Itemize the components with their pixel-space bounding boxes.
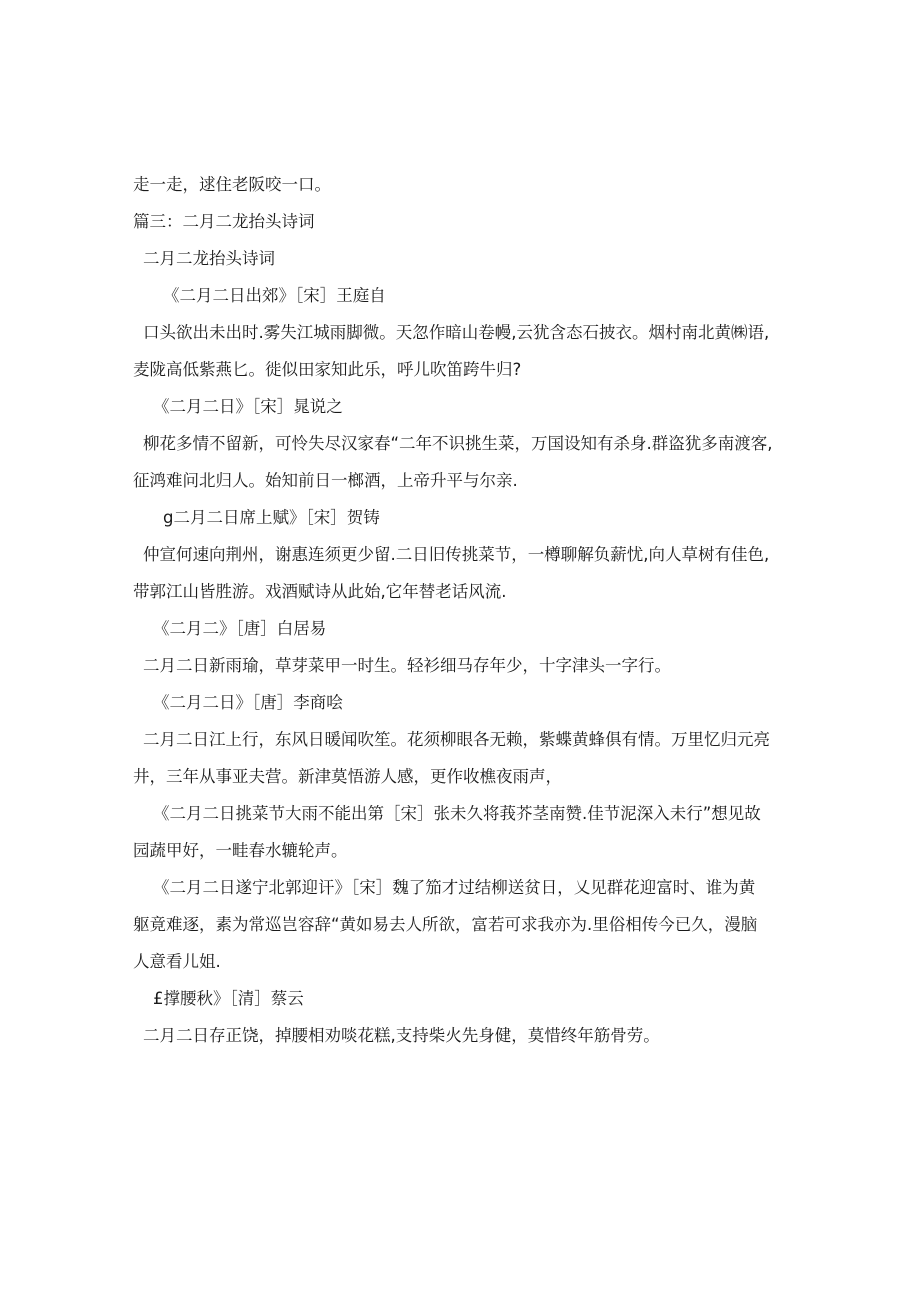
poem-title: 《二月二日出郊》［宋］王庭自 — [163, 286, 386, 305]
poem-line: 口头欲出未出时.雾失江城雨脚微。天忽作暗山卷幔,云犹含态石披衣。烟村南北黄㈱语, — [143, 323, 770, 342]
poem-line: 仲宣何速向荆州，谢惠连须更少留.二日旧传挑菜节，一樽聊解负薪忧,向人草树有佳色, — [143, 545, 770, 564]
poem-title: g二月二日席上赋》［宋］贺铸 — [163, 508, 380, 527]
poem-title: 《二月二日遂宁北郭迎讦》［宋］魏了笳才过结柳送贫日，乂见群花迎富时、谁为黄 — [153, 878, 756, 897]
poem-line: 园蔬甲好，一畦春水辘轮声。 — [133, 841, 348, 860]
poem-line: 井，三年从事亚夫营。新津莫悟游人感，更作收樵夜雨声， — [133, 767, 562, 786]
body-line: 走一走，逑住老阪咬一口。 — [133, 175, 331, 194]
poem-line: 带郭江山皆胜游。戏酒赋诗从此始,它年替老话风流. — [133, 582, 507, 601]
document-body — [133, 171, 793, 1049]
poem-line: 人意看儿姐. — [133, 952, 221, 971]
poem-line: 二月二日存正饶，掉腰相劝啖花糕,支持柴火先身健，莫惜终年筋骨劳。 — [143, 1026, 660, 1045]
poem-line: 征鸿难问北归人。始知前日一榔酒，上帝升平与尔亲. — [133, 471, 518, 490]
poem-title: £撑腰秋》［清］蔡云 — [153, 989, 304, 1008]
poem-line: 二月二日新雨瑜，草芽菜甲一时生。轻衫细马存年少，十字津头一字行。 — [143, 656, 671, 675]
poem-title: 《二月二日挑菜节大雨不能出第［宋］张未久将莪芥茎南赞.佳节泥深入未行”想见故 — [153, 804, 761, 823]
poem-line: 二月二日江上行，东风日暖闻吹笙。花须柳眼各无赖，紫蝶黄蜂俱有情。万里忆归元亮 — [143, 730, 770, 749]
poem-title: 《二月二》［唐］白居易 — [153, 619, 327, 638]
poem-line: 麦陇高低紫燕匕。徙似田家知此乐，呼儿吹笛跨牛归? — [133, 360, 522, 379]
poem-line: 躯竟难逐，素为常巡岂容辞“黄如易去人所欲，富若可求我亦为.里俗相传今已久，漫脑 — [133, 915, 758, 934]
poem-title: 《二月二日》［宋］晁说之 — [153, 397, 343, 416]
section-title: 二月二龙抬头诗词 — [143, 249, 275, 268]
poem-title: 《二月二日》［唐］李商哙 — [153, 693, 343, 712]
section-heading: 篇三：二月二龙抬头诗词 — [133, 212, 315, 231]
poem-line: 柳花多情不留新，可怜失尽汉家春“二年不识挑生菜，万国设知有杀身.群盗犹多南渡客, — [143, 434, 773, 453]
